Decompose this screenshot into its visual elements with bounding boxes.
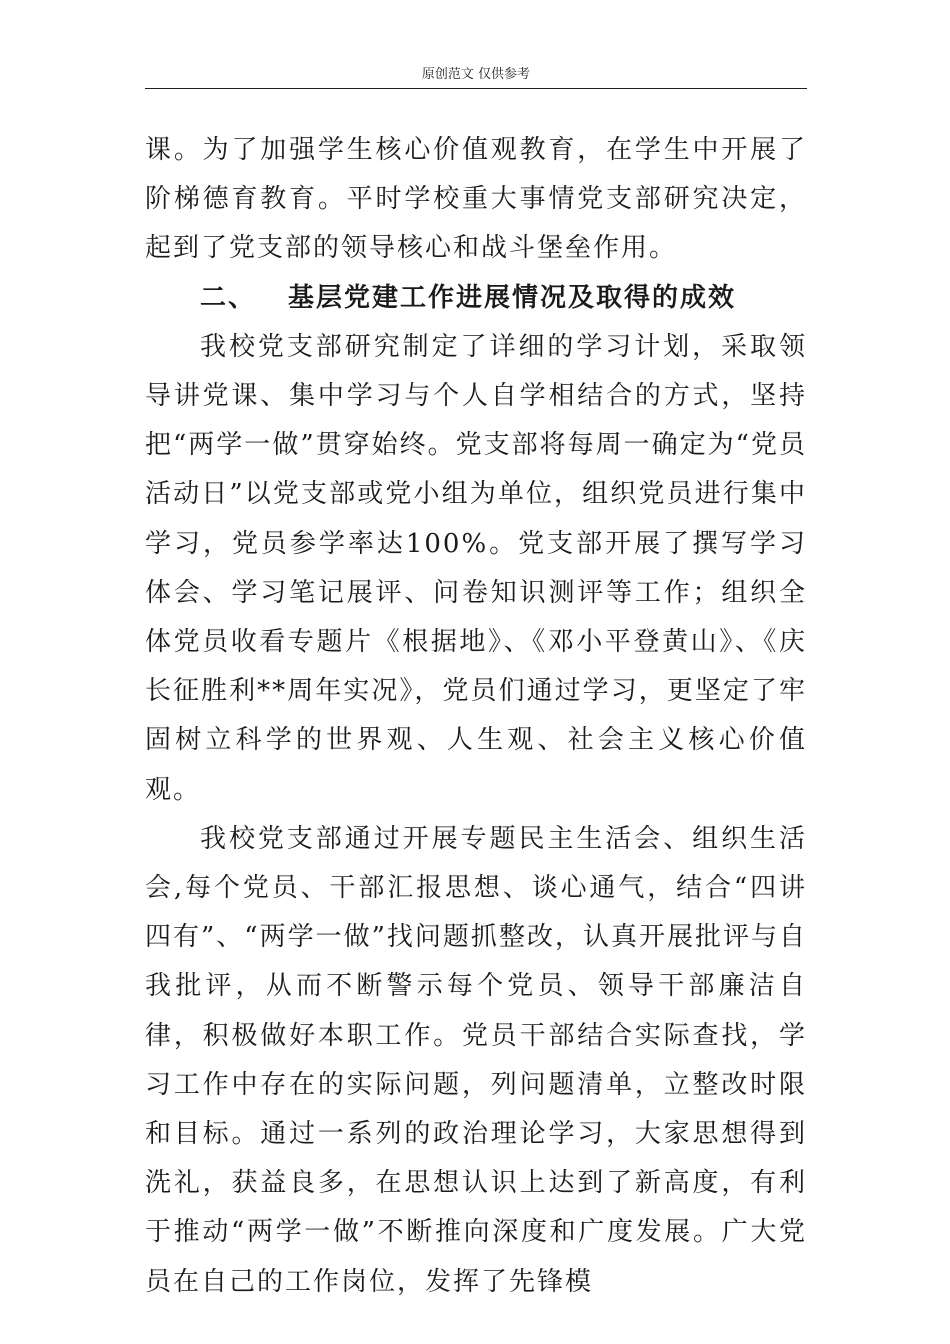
section-heading — [145, 274, 807, 323]
paragraph-1: 课。为了加强学生核心价值观教育，在学生中开展了阶梯德育教育。平时学校重大事情党支部研究决定，起到了党支部的领导核心和战斗堡垒作用。 — [145, 135, 807, 264]
document-body — [145, 126, 807, 1307]
page-header: 原创范文 仅供参考 — [421, 67, 531, 82]
section-heading-number: 二、 — [200, 282, 257, 313]
paragraph-3: 我校党支部通过开展专题民主生活会、组织生活会,每个党员、干部汇报思想、谈心通气，结合“四讲四有”、“两学一做”找问题抓整改，认真开展批评与自我批评，从而不断警示每个党员、领导干部廉洁自律，积极做好本职工作。党员干部结合实际查找，学习工作中存在的实际问题，列问题清单，立整改时限和目标。通过一系列的政治理论学习，大家思想得到洗礼，获益良多，在思想认识上达到了新高度，有利于推动“两学一做”不断推向深度和广度发展。广大党员在自己的工作岗位，发挥了先锋模 — [145, 823, 807, 1297]
section-heading-text: 基层党建工作进展情况及取得的成效 — [288, 282, 737, 313]
header-divider — [145, 88, 807, 89]
paragraph-2: 我校党支部研究制定了详细的学习计划，采取领导讲党课、集中学习与个人自学相结合的方式，坚持把“两学一做”贯穿始终。党支部将每周一确定为“党员活动日”以党支部或党小组为单位，组织党员进行集中学习，党员参学率达100%。党支部开展了撰写学习体会、学习笔记展评、问卷知识测评等工作；组织全体党员收看专题片《根据地》、《邓小平登黄山》、《庆长征胜利**周年实况》，党员们通过学习，更坚定了牢固树立科学的世界观、人生观、社会主义核心价值观。 — [145, 331, 807, 805]
